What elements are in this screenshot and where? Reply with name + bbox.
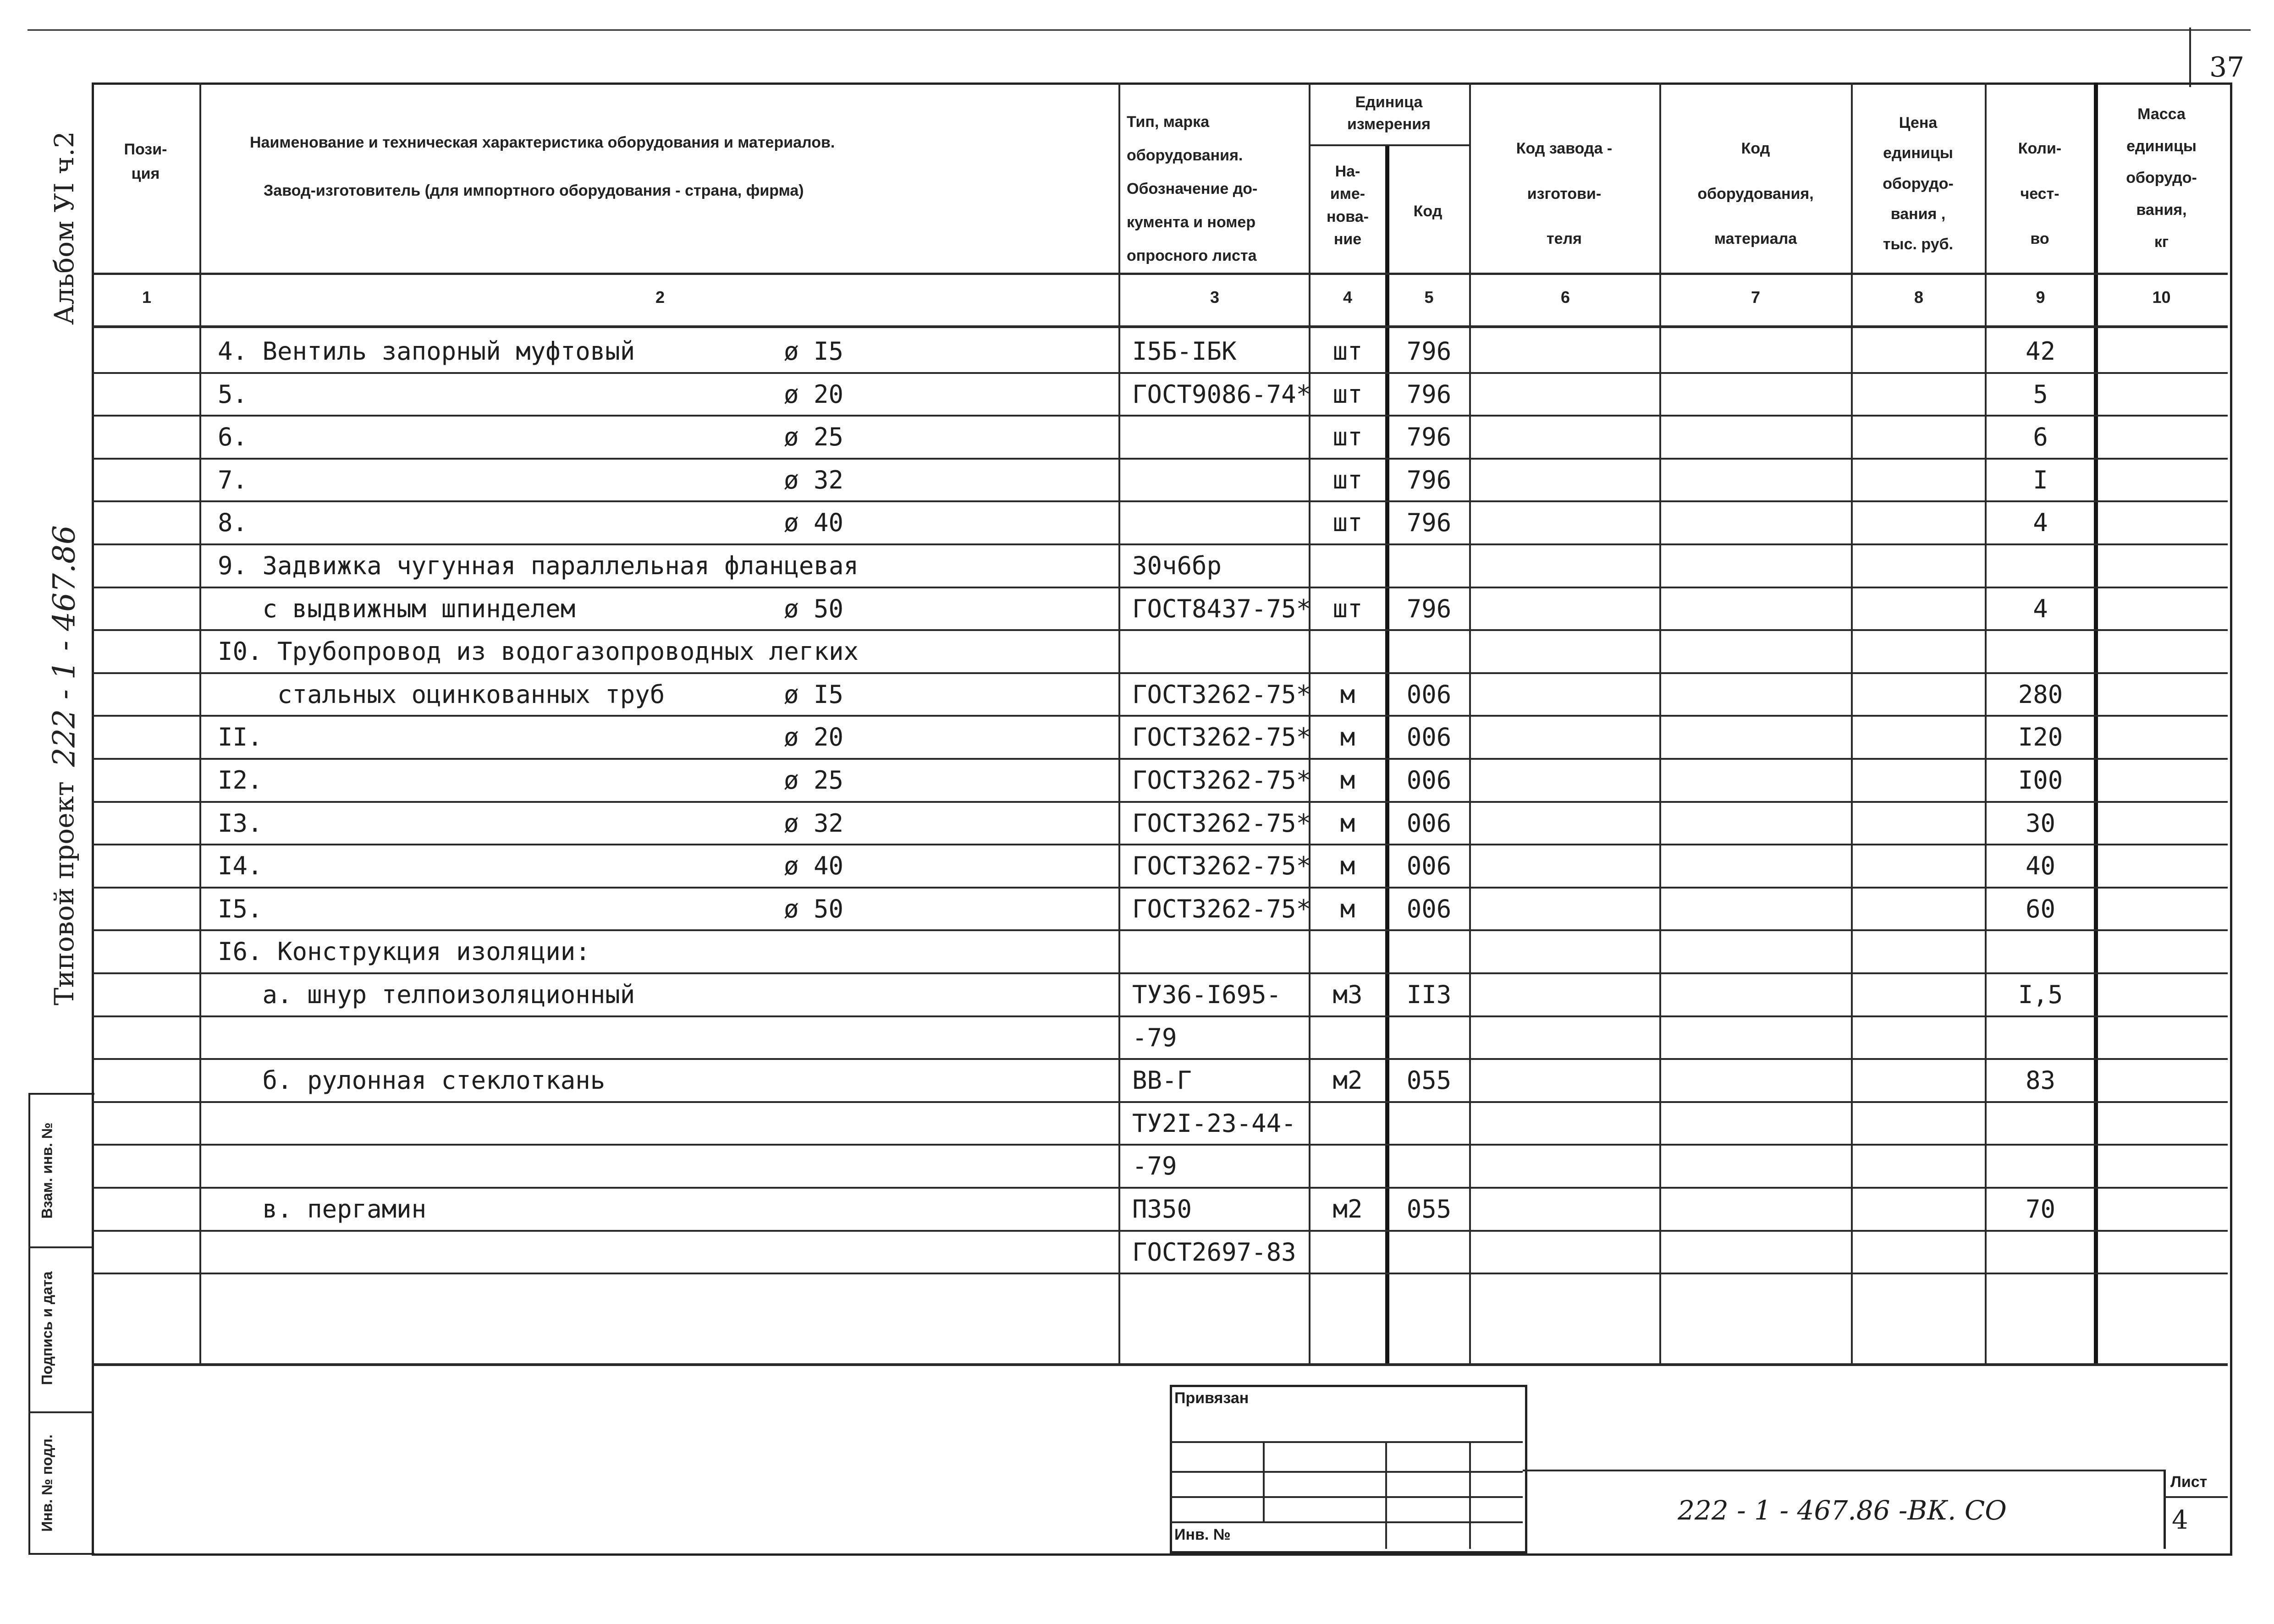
row-diameter: ø I5 <box>784 680 844 709</box>
row-name: I2. <box>218 766 263 795</box>
row-code: 006 <box>1406 851 1452 880</box>
row-quantity: 70 <box>2025 1195 2056 1223</box>
row-name: 4. Вентиль запорный муфтовый <box>218 337 635 366</box>
row-diameter: ø 32 <box>784 809 844 838</box>
colnum-7: 7 <box>1751 288 1761 307</box>
row-diameter: ø 40 <box>784 851 844 880</box>
row-divider <box>92 458 2228 460</box>
row-type: I5Б-IБК <box>1132 337 1237 366</box>
row-unit: м <box>1340 894 1355 923</box>
row-code: 006 <box>1406 680 1452 709</box>
row-name: I0. Трубопровод из водогазопроводных легких <box>218 637 859 666</box>
row-unit: м3 <box>1332 980 1363 1009</box>
row-divider <box>92 1058 2228 1060</box>
row-quantity: 4 <box>2033 508 2048 537</box>
header-bottom-line <box>92 273 2228 275</box>
header-name-line1: Наименование и техническая характеристика оборудования и материалов. <box>250 134 835 151</box>
row-unit: м <box>1340 766 1355 795</box>
stamp-divider-1 <box>28 1246 93 1248</box>
row-divider <box>92 844 2228 845</box>
colnum-10: 10 <box>2152 288 2171 307</box>
header-factory-code: Код завода - изготови- теля <box>1516 140 1613 248</box>
top-border-line <box>28 29 2251 31</box>
row-name: II. <box>218 723 263 752</box>
row-diameter: ø 32 <box>784 466 844 494</box>
row-unit: шт <box>1332 508 1363 537</box>
row-diameter: ø 20 <box>784 723 844 752</box>
row-quantity: I00 <box>2018 766 2063 795</box>
row-divider <box>92 543 2228 545</box>
page-number-box-edge <box>2189 27 2191 87</box>
column-number-line <box>92 325 2228 328</box>
row-quantity: 280 <box>2018 680 2063 709</box>
stamp-divider-2 <box>28 1411 93 1413</box>
colnum-8: 8 <box>1914 288 1924 307</box>
row-name: 9. Задвижка чугунная параллельная фланцевая <box>218 551 859 580</box>
row-quantity: 60 <box>2025 894 2056 923</box>
row-diameter: ø I5 <box>784 337 844 366</box>
row-name: I3. <box>218 809 263 838</box>
row-unit: м <box>1340 809 1355 838</box>
stamp-replace-label: Взам. инв. № <box>39 1122 55 1219</box>
row-diameter: ø 20 <box>784 380 844 409</box>
row-divider <box>92 372 2228 374</box>
row-name: 6. <box>218 422 248 451</box>
col-sep-1 <box>199 82 201 1366</box>
row-divider <box>92 887 2228 889</box>
colnum-5: 5 <box>1424 288 1434 307</box>
row-quantity: 83 <box>2025 1066 2056 1095</box>
bound-vline-1 <box>1263 1441 1265 1521</box>
header-name-line2: Завод-изготовитель (для импортного оборудования - страна, фирма) <box>264 182 804 199</box>
row-unit: м2 <box>1332 1195 1363 1223</box>
col-sep-2 <box>1118 82 1120 1366</box>
header-equipment-code: Код оборудования, материала <box>1697 140 1814 248</box>
colnum-1: 1 <box>142 288 152 307</box>
unit-subheader-line <box>1309 144 1469 146</box>
bound-vline-2 <box>1385 1441 1387 1549</box>
row-code: 055 <box>1406 1195 1452 1223</box>
header-unit-name: На- име- нова- ние <box>1327 163 1369 248</box>
row-quantity: I <box>2033 466 2048 494</box>
row-type: П350 <box>1132 1195 1192 1223</box>
row-divider <box>92 972 2228 974</box>
row-code: 006 <box>1406 723 1452 752</box>
col-sep-5 <box>1469 82 1471 1366</box>
row-diameter: ø 50 <box>784 894 844 923</box>
row-type: ТУ36-I695- <box>1132 980 1282 1009</box>
sheet-box-line <box>2164 1496 2228 1498</box>
row-diameter: ø 25 <box>784 422 844 451</box>
row-name: а. шнур телпоизоляционный <box>218 980 635 1009</box>
row-divider <box>92 1144 2228 1146</box>
row-unit: шт <box>1332 380 1363 409</box>
row-type: ГОСТ8437-75* <box>1132 594 1311 623</box>
row-divider <box>92 1187 2228 1189</box>
row-type: ГОСТ9086-74* <box>1132 380 1311 409</box>
colnum-9: 9 <box>2036 288 2045 307</box>
stamp-sign-label: Подпись и дата <box>39 1271 55 1385</box>
row-name: б. рулонная стеклоткань <box>218 1066 606 1095</box>
row-divider <box>92 500 2228 502</box>
row-type: 30ч6бр <box>1132 551 1222 580</box>
row-code: 796 <box>1406 466 1452 494</box>
row-divider <box>92 1015 2228 1017</box>
row-code: 006 <box>1406 809 1452 838</box>
row-quantity: 4 <box>2033 594 2048 623</box>
row-code: 796 <box>1406 380 1452 409</box>
sheet-label: Лист <box>2170 1473 2208 1491</box>
row-code: 006 <box>1406 894 1452 923</box>
row-divider <box>92 715 2228 717</box>
stamp-inv-label: Инв. № подл. <box>39 1434 55 1532</box>
row-name: 5. <box>218 380 248 409</box>
row-divider <box>92 1230 2228 1232</box>
album-label: Альбом УI ч.2 <box>49 131 80 325</box>
header-type: Тип, марка оборудования. Обозначение до- кумента и номер опросного листа <box>1127 113 1258 265</box>
row-code: 796 <box>1406 594 1452 623</box>
row-unit: м <box>1340 680 1355 709</box>
header-position: Пози- ция <box>124 141 167 182</box>
page-number: 37 <box>2209 51 2245 83</box>
row-code: 055 <box>1406 1066 1452 1095</box>
row-type: ГОСТ3262-75* <box>1132 851 1311 880</box>
col-sep-9 <box>2094 82 2098 1366</box>
row-type: -79 <box>1132 1152 1177 1180</box>
row-name: 8. <box>218 508 248 537</box>
row-divider <box>92 929 2228 931</box>
row-name: с выдвижным шпинделем <box>218 594 576 623</box>
row-divider <box>92 1101 2228 1103</box>
row-unit: шт <box>1332 337 1363 366</box>
row-quantity: 6 <box>2033 422 2048 451</box>
row-type: ТУ2I-23-44- <box>1132 1109 1296 1138</box>
row-type: ГОСТ3262-75* <box>1132 723 1311 752</box>
row-unit: шт <box>1332 466 1363 494</box>
header-mass: Масса единицы оборудо- вания, кг <box>2126 105 2197 251</box>
col-sep-6 <box>1659 82 1661 1366</box>
row-name: в. пергамин <box>218 1195 427 1223</box>
header-quantity: Коли- чест- во <box>2018 140 2062 248</box>
project-type-label: Типовой проект <box>49 781 80 1005</box>
row-code: 006 <box>1406 766 1452 795</box>
row-unit: м <box>1340 723 1355 752</box>
bound-vline-3 <box>1469 1441 1471 1549</box>
row-code: 796 <box>1406 422 1452 451</box>
row-unit: м <box>1340 851 1355 880</box>
row-type: ГОСТ3262-75* <box>1132 680 1311 709</box>
row-divider <box>92 415 2228 417</box>
row-divider <box>92 629 2228 631</box>
col-sep-8 <box>1985 82 1987 1366</box>
row-type: ГОСТ2697-83 <box>1132 1238 1296 1267</box>
colnum-6: 6 <box>1560 288 1570 307</box>
row-quantity: I20 <box>2018 723 2063 752</box>
document-code: 222 - 1 - 467.86 -ВК. СО <box>1678 1495 2007 1526</box>
row-name: I5. <box>218 894 263 923</box>
row-divider <box>92 672 2228 674</box>
row-name: I4. <box>218 851 263 880</box>
row-divider <box>92 587 2228 588</box>
row-code: II3 <box>1406 980 1452 1009</box>
row-divider <box>92 1273 2228 1274</box>
table-bottom-line <box>92 1363 2228 1366</box>
header-unit-code: Код <box>1413 203 1443 220</box>
row-unit: м2 <box>1332 1066 1363 1095</box>
row-quantity: 40 <box>2025 851 2056 880</box>
col-sep-7 <box>1851 82 1853 1366</box>
row-quantity: 42 <box>2025 337 2056 366</box>
inv-label: Инв. № <box>1174 1526 1231 1543</box>
row-divider <box>92 801 2228 803</box>
row-diameter: ø 40 <box>784 508 844 537</box>
row-quantity: 5 <box>2033 380 2048 409</box>
row-quantity: I,5 <box>2018 980 2063 1009</box>
bound-label: Привязан <box>1174 1389 1249 1407</box>
row-diameter: ø 25 <box>784 766 844 795</box>
row-name: стальных оцинкованных труб <box>218 680 665 709</box>
row-type: ВВ-Г <box>1132 1066 1192 1095</box>
row-code: 796 <box>1406 337 1452 366</box>
colnum-3: 3 <box>1210 288 1220 307</box>
sheet-number: 4 <box>2172 1505 2188 1535</box>
row-unit: шт <box>1332 422 1363 451</box>
row-divider <box>92 758 2228 760</box>
header-unit: Единица измерения <box>1347 93 1431 133</box>
row-unit: шт <box>1332 594 1363 623</box>
row-quantity: 30 <box>2025 809 2056 838</box>
project-code-vertical: 222 - 1 - 467.86 <box>46 525 82 767</box>
header-price: Цена единицы оборудо- вания , тыс. руб. <box>1883 114 1954 253</box>
row-type: ГОСТ3262-75* <box>1132 894 1311 923</box>
row-type: -79 <box>1132 1023 1177 1052</box>
colnum-4: 4 <box>1343 288 1353 307</box>
row-type: ГОСТ3262-75* <box>1132 809 1311 838</box>
row-code: 796 <box>1406 508 1452 537</box>
doc-code-line <box>1523 1470 2164 1471</box>
row-type: ГОСТ3262-75* <box>1132 766 1311 795</box>
row-name: I6. Конструкция изоляции: <box>218 937 590 966</box>
colnum-2: 2 <box>655 288 665 307</box>
row-name: 7. <box>218 466 248 494</box>
row-diameter: ø 50 <box>784 594 844 623</box>
